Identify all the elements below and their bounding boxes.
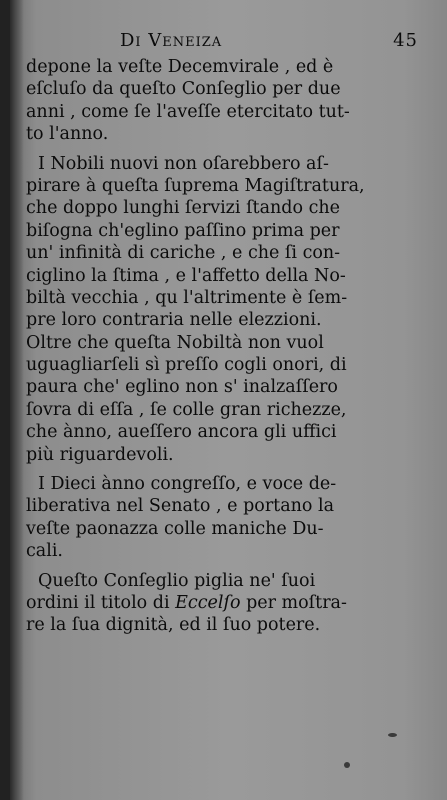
text-line: ciglino la ſtima , e l'affetto della No- — [26, 265, 346, 286]
text-line — [26, 614, 426, 636]
text-line: cali. — [26, 541, 63, 562]
text-line: biltà vecchia , qu l'altrimente è ſem- — [26, 287, 348, 308]
text-line: Oltre che queſta Nobiltà non vuol — [26, 332, 324, 353]
page-number: 45 — [393, 30, 418, 51]
paper-blemish — [388, 733, 397, 737]
text-line: anni , come ſe l'aveſſe etercitato tut- — [26, 101, 350, 122]
text-line: più riguardevoli. — [26, 444, 174, 465]
text-line: veſte paonazza colle maniche Du- — [26, 518, 324, 539]
body-text — [26, 56, 426, 637]
paper-blemish — [344, 762, 350, 768]
text-run: ordini il titolo di — [26, 592, 176, 613]
text-line: paura che' eglino non s' inalzaſſero — [26, 377, 338, 398]
running-head: Di Veneiza — [120, 30, 223, 51]
text-run: per moſtra- — [240, 592, 347, 613]
text-line: depone la veſte Decemvirale , ed è — [26, 57, 334, 77]
paragraph — [26, 153, 426, 466]
text-line: un' infinità di cariche , e che ſi con- — [26, 243, 341, 264]
page-header — [30, 30, 430, 54]
paragraph — [26, 570, 426, 637]
text-line — [26, 570, 426, 592]
paragraph — [26, 56, 426, 146]
text-run: Queſto Conſeglio piglia ne' ſuoi — [38, 570, 316, 591]
text-line: biſogna ch'eglino paſſino prima per — [26, 220, 340, 241]
text-run: re la ſua dignità, ed il ſuo potere. — [26, 615, 321, 636]
text-line — [26, 592, 426, 614]
text-line: I Dieci ànno congreſſo, e voce de- — [38, 474, 337, 495]
text-line: to l'anno. — [26, 124, 109, 145]
text-line: I Nobili nuovi non oſarebbero aſ- — [38, 153, 329, 174]
text-line: che ànno, aueſſero ancora gli uffici — [26, 422, 337, 443]
text-line: che doppo lunghi ſervizi ſtando che — [26, 198, 341, 219]
italic-term: Eccelſo — [175, 592, 241, 613]
text-line: liberativa nel Senato , e portano la — [26, 496, 335, 517]
text-line: pre loro contraria nelle elezzioni. — [26, 310, 322, 331]
binding-gutter-shadow — [10, 0, 24, 800]
text-line: uguagliarſeli sì preſſo cogli onori, di — [26, 355, 347, 376]
text-line: ſovra di eſſa , ſe colle gran richezze, — [26, 399, 347, 420]
paragraph — [26, 473, 426, 563]
text-line: eſcluſo da queſto Conſeglio per due — [26, 79, 341, 100]
text-line: pirare à queſta ſuprema Magiſtratura, — [26, 175, 365, 196]
